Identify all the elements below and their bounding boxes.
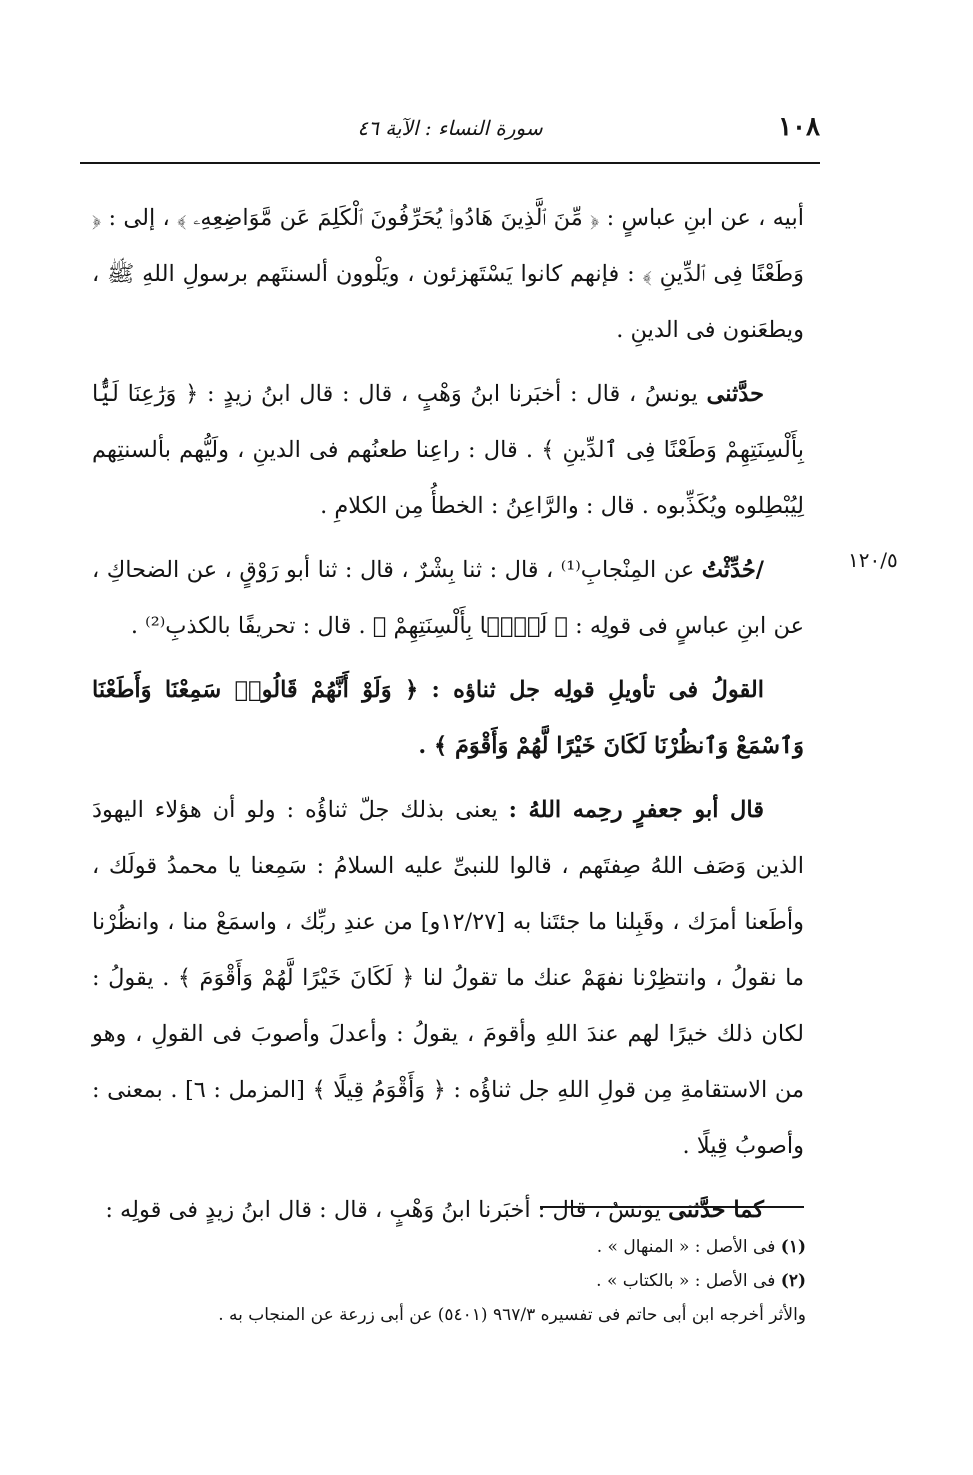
section-heading-lead: القولُ فى تأويلِ قولِه جل ثناؤه :	[431, 677, 764, 703]
paragraph-lead: كما حدَّثنى	[668, 1197, 764, 1223]
footnote-text: والأثر أخرجه ابن أبى حاتم فى تفسيره ٩٦٧/٣ (٥٤٠١) عن أبى زرعة عن المنجاب به .	[218, 1305, 806, 1325]
paragraph-text: يونسُ ، قال : أخبَرنا ابنُ وَهْبٍ ، قال : قال ابنُ زيدٍ : ﴿ وَرَٰعِنَا لَيًّۢا بِأَلْسِنَتِهِمْ وَطَعْنًا فِى ٱلدِّينِ ﴾ . قال : راعِنا طعنُهم فى الدينِ ، ولَيُّهم بألسنتِهم لِيُبْطِلوه ويُكَذِّبوه . قال : والرَّاعِنُ : الخطأُ مِن الكلامِ .	[92, 381, 804, 519]
paragraph-text: أبيه ، عن ابنِ عباسٍ : ﴿ مِّنَ ٱلَّذِينَ هَادُوا۟ يُحَرِّفُونَ ٱلْكَلِمَ عَن مَّوَاضِعِهِۦ ﴾ ، إلى : ﴿ وَطَعْنًا فِى ٱلدِّينِ ﴾ : فإنهم كانوا يَسْتَهزئون ، ويَلْوون ألسنتَهم برسولِ اللهِ ﷺ ، ويطعَنون فى الدينِ .	[92, 205, 804, 343]
paragraph-2	[92, 366, 804, 534]
section-heading	[92, 662, 804, 774]
paragraph-lead: /حُدِّثْتُ	[701, 557, 764, 583]
footnote-separator	[540, 1206, 804, 1208]
paragraph-lead: حدَّثنى	[706, 381, 764, 407]
paragraph-text: يعنى بذلك جلّ ثناؤُه : ولو أن هؤلاء اليهودَ الذين وَصَف اللهُ صِفتَهم ، قالوا للنبىِّ عليه السلامُ : سَمِعنا يا محمدُ قولَك ، وأطَعنا أمرَك ، وقَبِلنا ما جئتَنا به [١٢/٢٧و] من عندِ ربِّك ، واسمَعْ منا ، وانظُرْنا ما نقولُ ، وانتظِرْنا نفهَمْ عنك ما تقولُ لنا ﴿ لَكَانَ خَيْرًا لَّهُمْ وَأَقْوَمَ ﴾ . يقولُ : لكان ذلك خيرًا لهم عندَ اللهِ وأقومَ ، يقولُ : وأعدلَ وأصوبَ فى القولِ ، وهو من الاستقامةِ مِن قولِ اللهِ جل ثناؤُه : ﴿ وَأَقْوَمُ قِيلًا ﴾ [المزمل : ٦] . بمعنى : وأصوبُ قِيلًا .	[92, 797, 805, 1159]
margin-reference: ١٢٠/٥	[848, 548, 898, 572]
footnote-1	[120, 1230, 806, 1264]
paragraph-3	[92, 542, 804, 654]
body-text	[92, 190, 804, 1238]
paragraph-text: عن المِنْجابِ⁽¹⁾ ، قال : ثنا بِشْرٌ ، قال : ثنا أبو رَوْقٍ ، عن الضحاكِ ، عن ابنِ عباسٍ فى قولِه : ﴿ لَيًّۢا بِأَلْسِنَتِهِمْ ﴾ . قال : تحريفًا بالكذبِ⁽²⁾ .	[92, 557, 804, 639]
page-number: ١٠٨	[778, 112, 820, 142]
footnote-text: فى الأصل : « بالكتاب » .	[596, 1271, 776, 1291]
header-rule	[80, 162, 820, 164]
paragraph-5	[92, 782, 804, 1174]
footnote-2	[120, 1264, 806, 1298]
paragraph-text: يونسُ ، قال : أخبَرنا ابنُ وَهْبٍ ، قال : قال ابنُ زيدٍ فى قولِه :	[105, 1197, 669, 1223]
footnote-number: (٢)	[780, 1271, 806, 1291]
footnotes	[120, 1230, 806, 1332]
section-heading-verse: ﴿ وَلَوْ أَنَّهُمْ قَالُوا۟ سَمِعْنَا وَأَطَعْنَا وَٱسْمَعْ وَٱنظُرْنَا لَكَانَ خَيْرًا لَّهُمْ وَأَقْوَمَ ﴾ .	[92, 677, 804, 759]
paragraph-lead: قال أبو جعفرٍ رحِمه اللهُ :	[508, 797, 764, 823]
footnote-3	[120, 1298, 806, 1332]
page-header	[80, 112, 820, 152]
footnote-number: (١)	[780, 1237, 806, 1257]
paragraph-1	[92, 190, 804, 358]
footnote-text: فى الأصل : « المنهال » .	[596, 1237, 776, 1257]
running-title: سورة النساء : الآية ٤٦	[357, 116, 543, 140]
